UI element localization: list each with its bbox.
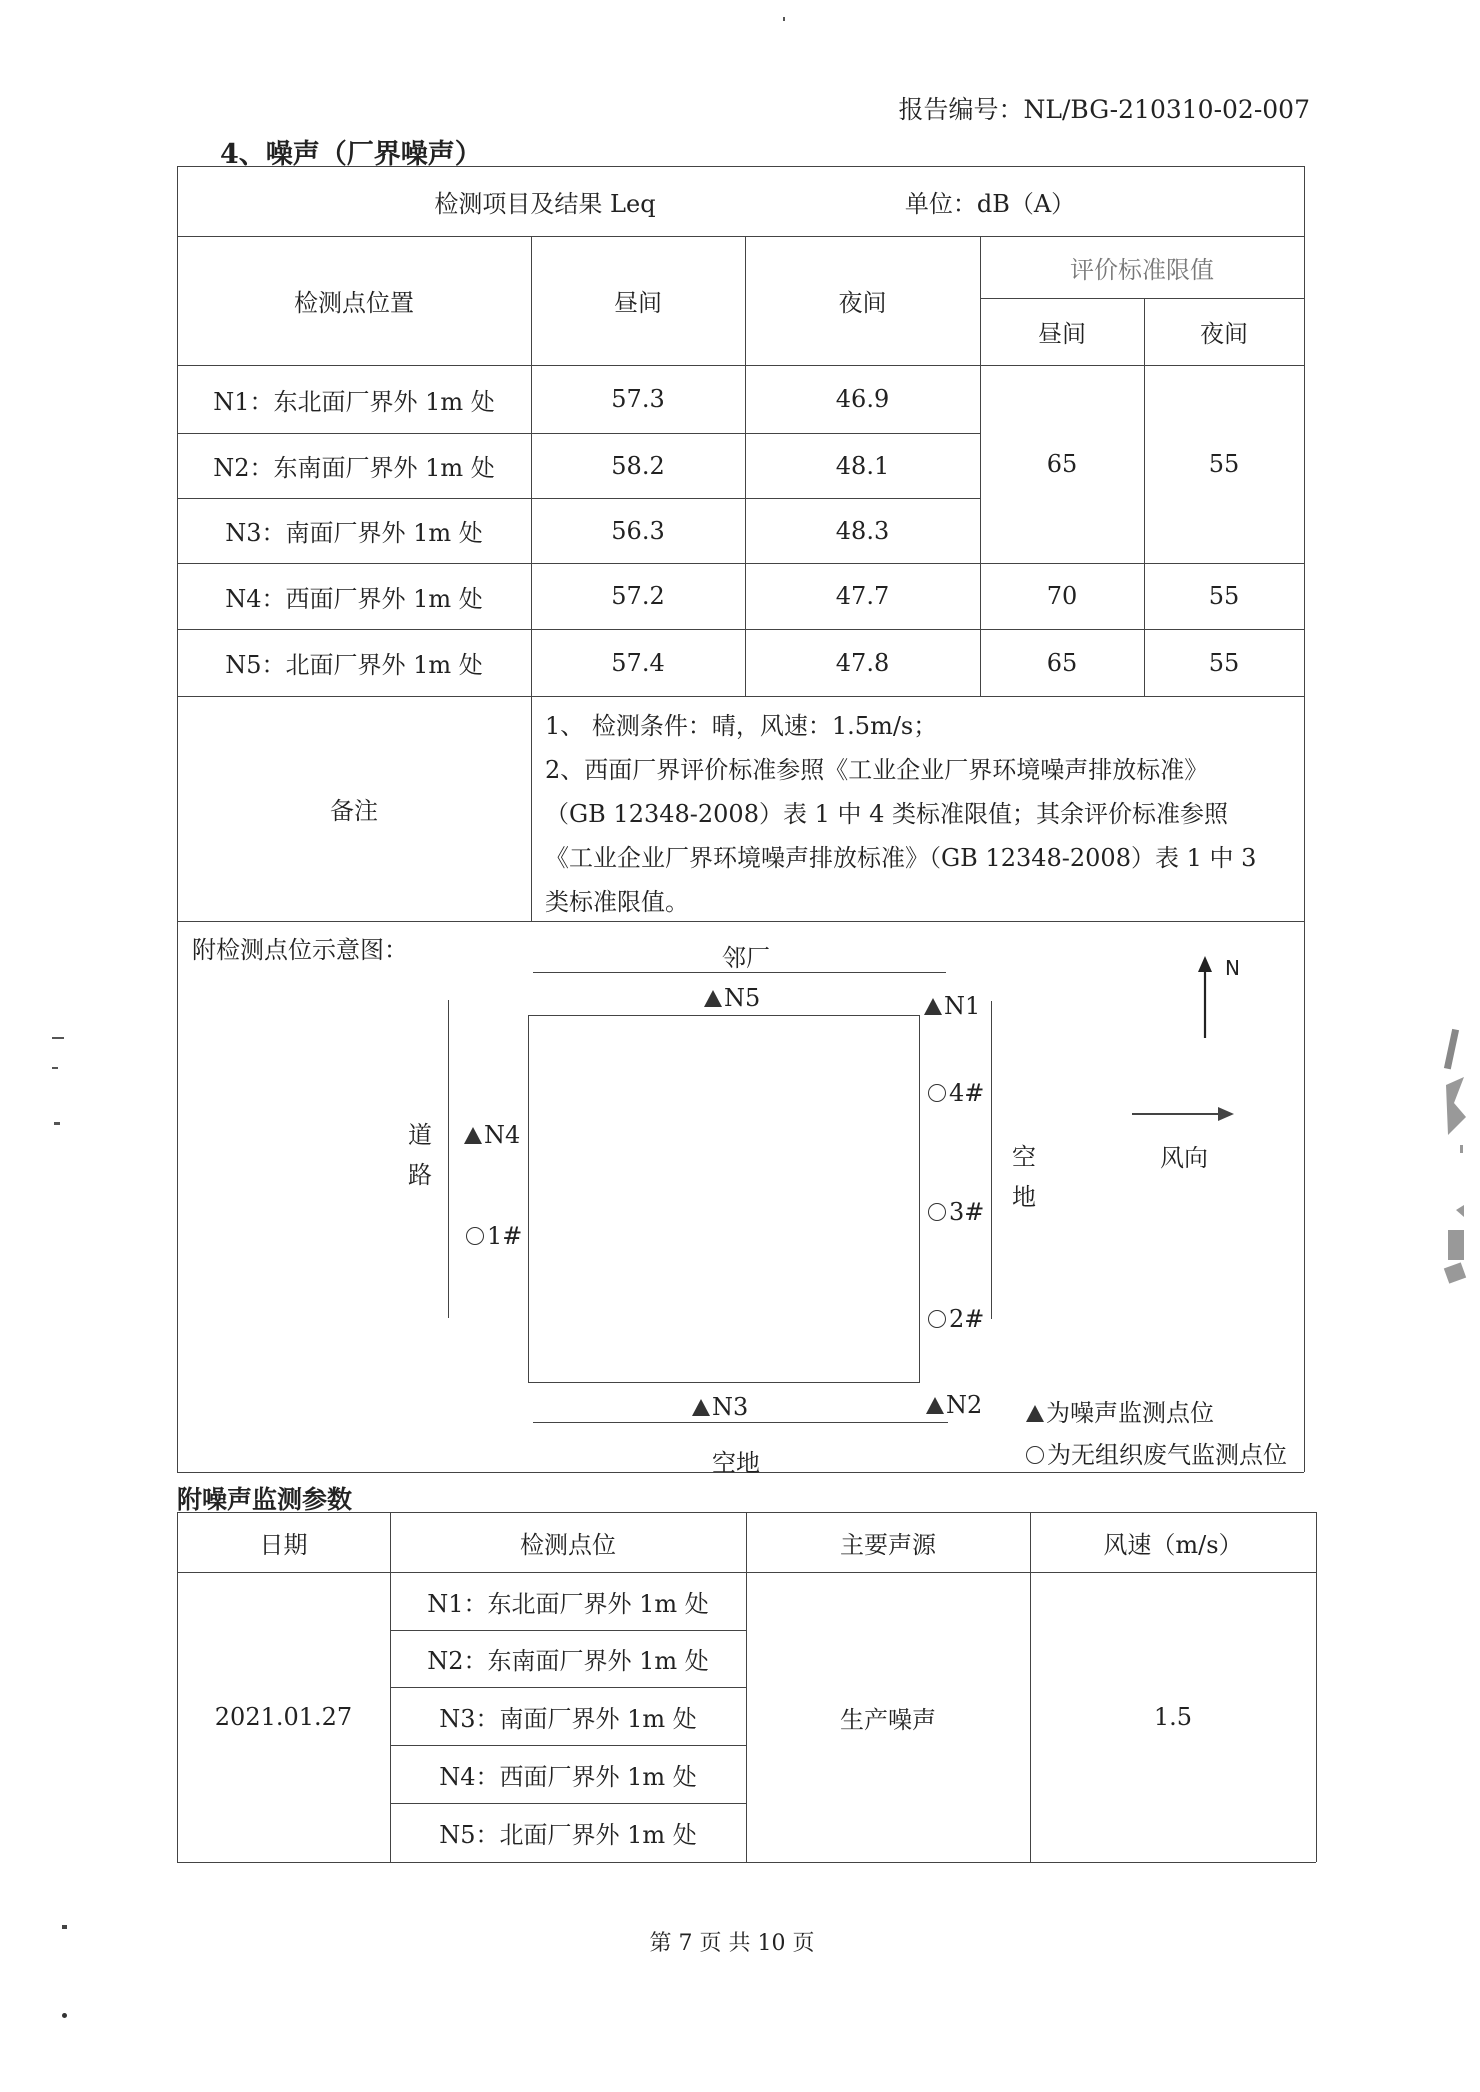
diagram-title: 附检测点位示意图： <box>192 936 408 964</box>
legend-noise: 为噪声监测点位 <box>1026 1393 1214 1428</box>
label-empty-east-2: 地 <box>1012 1183 1036 1211</box>
col-header-limit-night: 夜间 <box>1200 320 1248 348</box>
point-row: N1：东北面厂界外 1m 处 <box>427 1589 709 1618</box>
point-row: N2：东南面厂界外 1m 处 <box>427 1647 709 1675</box>
row-night: 47.8 <box>835 648 890 677</box>
gas-point-4: 4# <box>928 1079 984 1107</box>
north-arrow-icon <box>1190 950 1250 1040</box>
north-boundary-line <box>533 972 946 973</box>
row-day: 57.4 <box>611 648 665 677</box>
remark-line: 2、西面厂界评价标准参照《工业企业厂界环境噪声排放标准》 <box>545 756 1209 784</box>
col-header-source: 主要声源 <box>840 1530 936 1559</box>
noise-point-n3: N3 <box>692 1393 748 1421</box>
row-location: N1：东北面厂界外 1m 处 <box>213 387 495 416</box>
remark-line: 1、 检测条件：晴，风速：1.5m/s； <box>545 712 938 740</box>
point-row: N3：南面厂界外 1m 处 <box>439 1704 697 1733</box>
margin-mark <box>52 1067 58 1069</box>
gas-point-1: 1# <box>466 1222 522 1250</box>
row-night: 48.3 <box>835 516 890 545</box>
noise-point-n1: N1 <box>924 992 980 1020</box>
row-day: 57.3 <box>611 385 665 413</box>
remark-line: 类标准限值。 <box>545 888 689 916</box>
source-value: 生产噪声 <box>840 1705 936 1734</box>
margin-mark <box>62 1925 67 1929</box>
label-neighbor-factory: 邻厂 <box>722 944 770 972</box>
col-header-day: 昼间 <box>614 289 662 317</box>
row-day: 57.2 <box>611 582 665 610</box>
legend-gas: 为无组织废气监测点位 <box>1026 1435 1287 1470</box>
remark-line: 《工业企业厂界环境噪声排放标准》（GB 12348-2008）表 1 中 3 <box>545 844 1257 872</box>
gas-point-2: 2# <box>928 1305 984 1333</box>
row-location: N3：南面厂界外 1m 处 <box>225 519 483 547</box>
seal-stamp-fragment <box>1440 1025 1470 1295</box>
gas-point-3: 3# <box>928 1198 984 1226</box>
row-location: N2：东南面厂界外 1m 处 <box>213 454 495 482</box>
row-limit-night: 55 <box>1208 582 1240 610</box>
remarks-label: 备注 <box>330 797 378 825</box>
wind-label: 风向 <box>1160 1144 1208 1172</box>
point-row: N5：北面厂界外 1m 处 <box>439 1821 697 1849</box>
row-location: N4：西面厂界外 1m 处 <box>225 584 483 613</box>
section-title: 4、噪声（厂界噪声） <box>220 139 482 170</box>
triangle-icon <box>464 1127 482 1144</box>
page-number: 第 7 页 共 10 页 <box>649 1931 815 1956</box>
row-day: 56.3 <box>611 516 665 545</box>
wind-arrow-icon <box>1130 1102 1240 1126</box>
row-location: N5：北面厂界外 1m 处 <box>225 651 483 679</box>
triangle-icon <box>1026 1405 1044 1422</box>
margin-mark <box>54 1122 60 1125</box>
params-title: 附噪声监测参数 <box>177 1485 353 1514</box>
col-header-night: 夜间 <box>838 289 887 317</box>
wind-value: 1.5 <box>1153 1703 1193 1731</box>
row-limit-day: 65 <box>1046 648 1078 677</box>
south-boundary-line <box>533 1422 948 1423</box>
col-header-location: 检测点位置 <box>294 289 414 317</box>
margin-mark <box>783 17 785 21</box>
east-boundary-line <box>991 1001 992 1319</box>
factory-building <box>528 1015 920 1383</box>
triangle-icon <box>692 1399 710 1416</box>
noise-point-n4: N4 <box>464 1121 520 1149</box>
circle-icon <box>928 1310 946 1328</box>
row-night: 47.7 <box>835 582 890 610</box>
label-empty-south: 空地 <box>712 1449 760 1477</box>
col-header-point: 检测点位 <box>520 1530 616 1559</box>
row-day: 58.2 <box>611 451 665 480</box>
col-header-date: 日期 <box>259 1530 308 1559</box>
label-empty-east-1: 空 <box>1012 1143 1036 1171</box>
triangle-icon <box>924 998 942 1015</box>
row-limit-day: 70 <box>1046 582 1078 610</box>
circle-icon <box>1026 1446 1044 1464</box>
limit-day-merged: 65 <box>1046 450 1078 478</box>
north-label: N <box>1225 956 1240 980</box>
report-number: 报告编号：NL/BG-210310-02-007 <box>898 95 1310 124</box>
road-line <box>448 1000 449 1318</box>
col-header-limit-day: 昼间 <box>1038 320 1086 348</box>
remark-line: （GB 12348-2008）表 1 中 4 类标准限值；其余评价标准参照 <box>545 800 1229 828</box>
label-road-1: 道 <box>408 1121 432 1149</box>
point-row: N4：西面厂界外 1m 处 <box>439 1762 697 1791</box>
triangle-icon <box>926 1397 944 1414</box>
circle-icon <box>928 1203 946 1221</box>
margin-mark <box>62 2013 67 2018</box>
margin-mark <box>52 1037 64 1039</box>
label-road-2: 路 <box>408 1161 432 1189</box>
row-limit-night: 55 <box>1208 648 1240 677</box>
circle-icon <box>466 1227 484 1245</box>
noise-point-n5: N5 <box>704 984 760 1012</box>
col-header-limit: 评价标准限值 <box>1070 255 1214 284</box>
limit-night-merged: 55 <box>1208 450 1240 478</box>
noise-point-n2: N2 <box>926 1391 982 1419</box>
unit-label: 单位：dB（A） <box>904 189 1076 218</box>
row-night: 48.1 <box>835 451 890 480</box>
circle-icon <box>928 1084 946 1102</box>
triangle-icon <box>704 990 722 1007</box>
row-night: 46.9 <box>835 385 890 413</box>
table-title: 检测项目及结果 Leq <box>434 189 656 218</box>
col-header-wind: 风速（m/s） <box>1103 1530 1243 1559</box>
date-value: 2021.01.27 <box>214 1703 353 1731</box>
